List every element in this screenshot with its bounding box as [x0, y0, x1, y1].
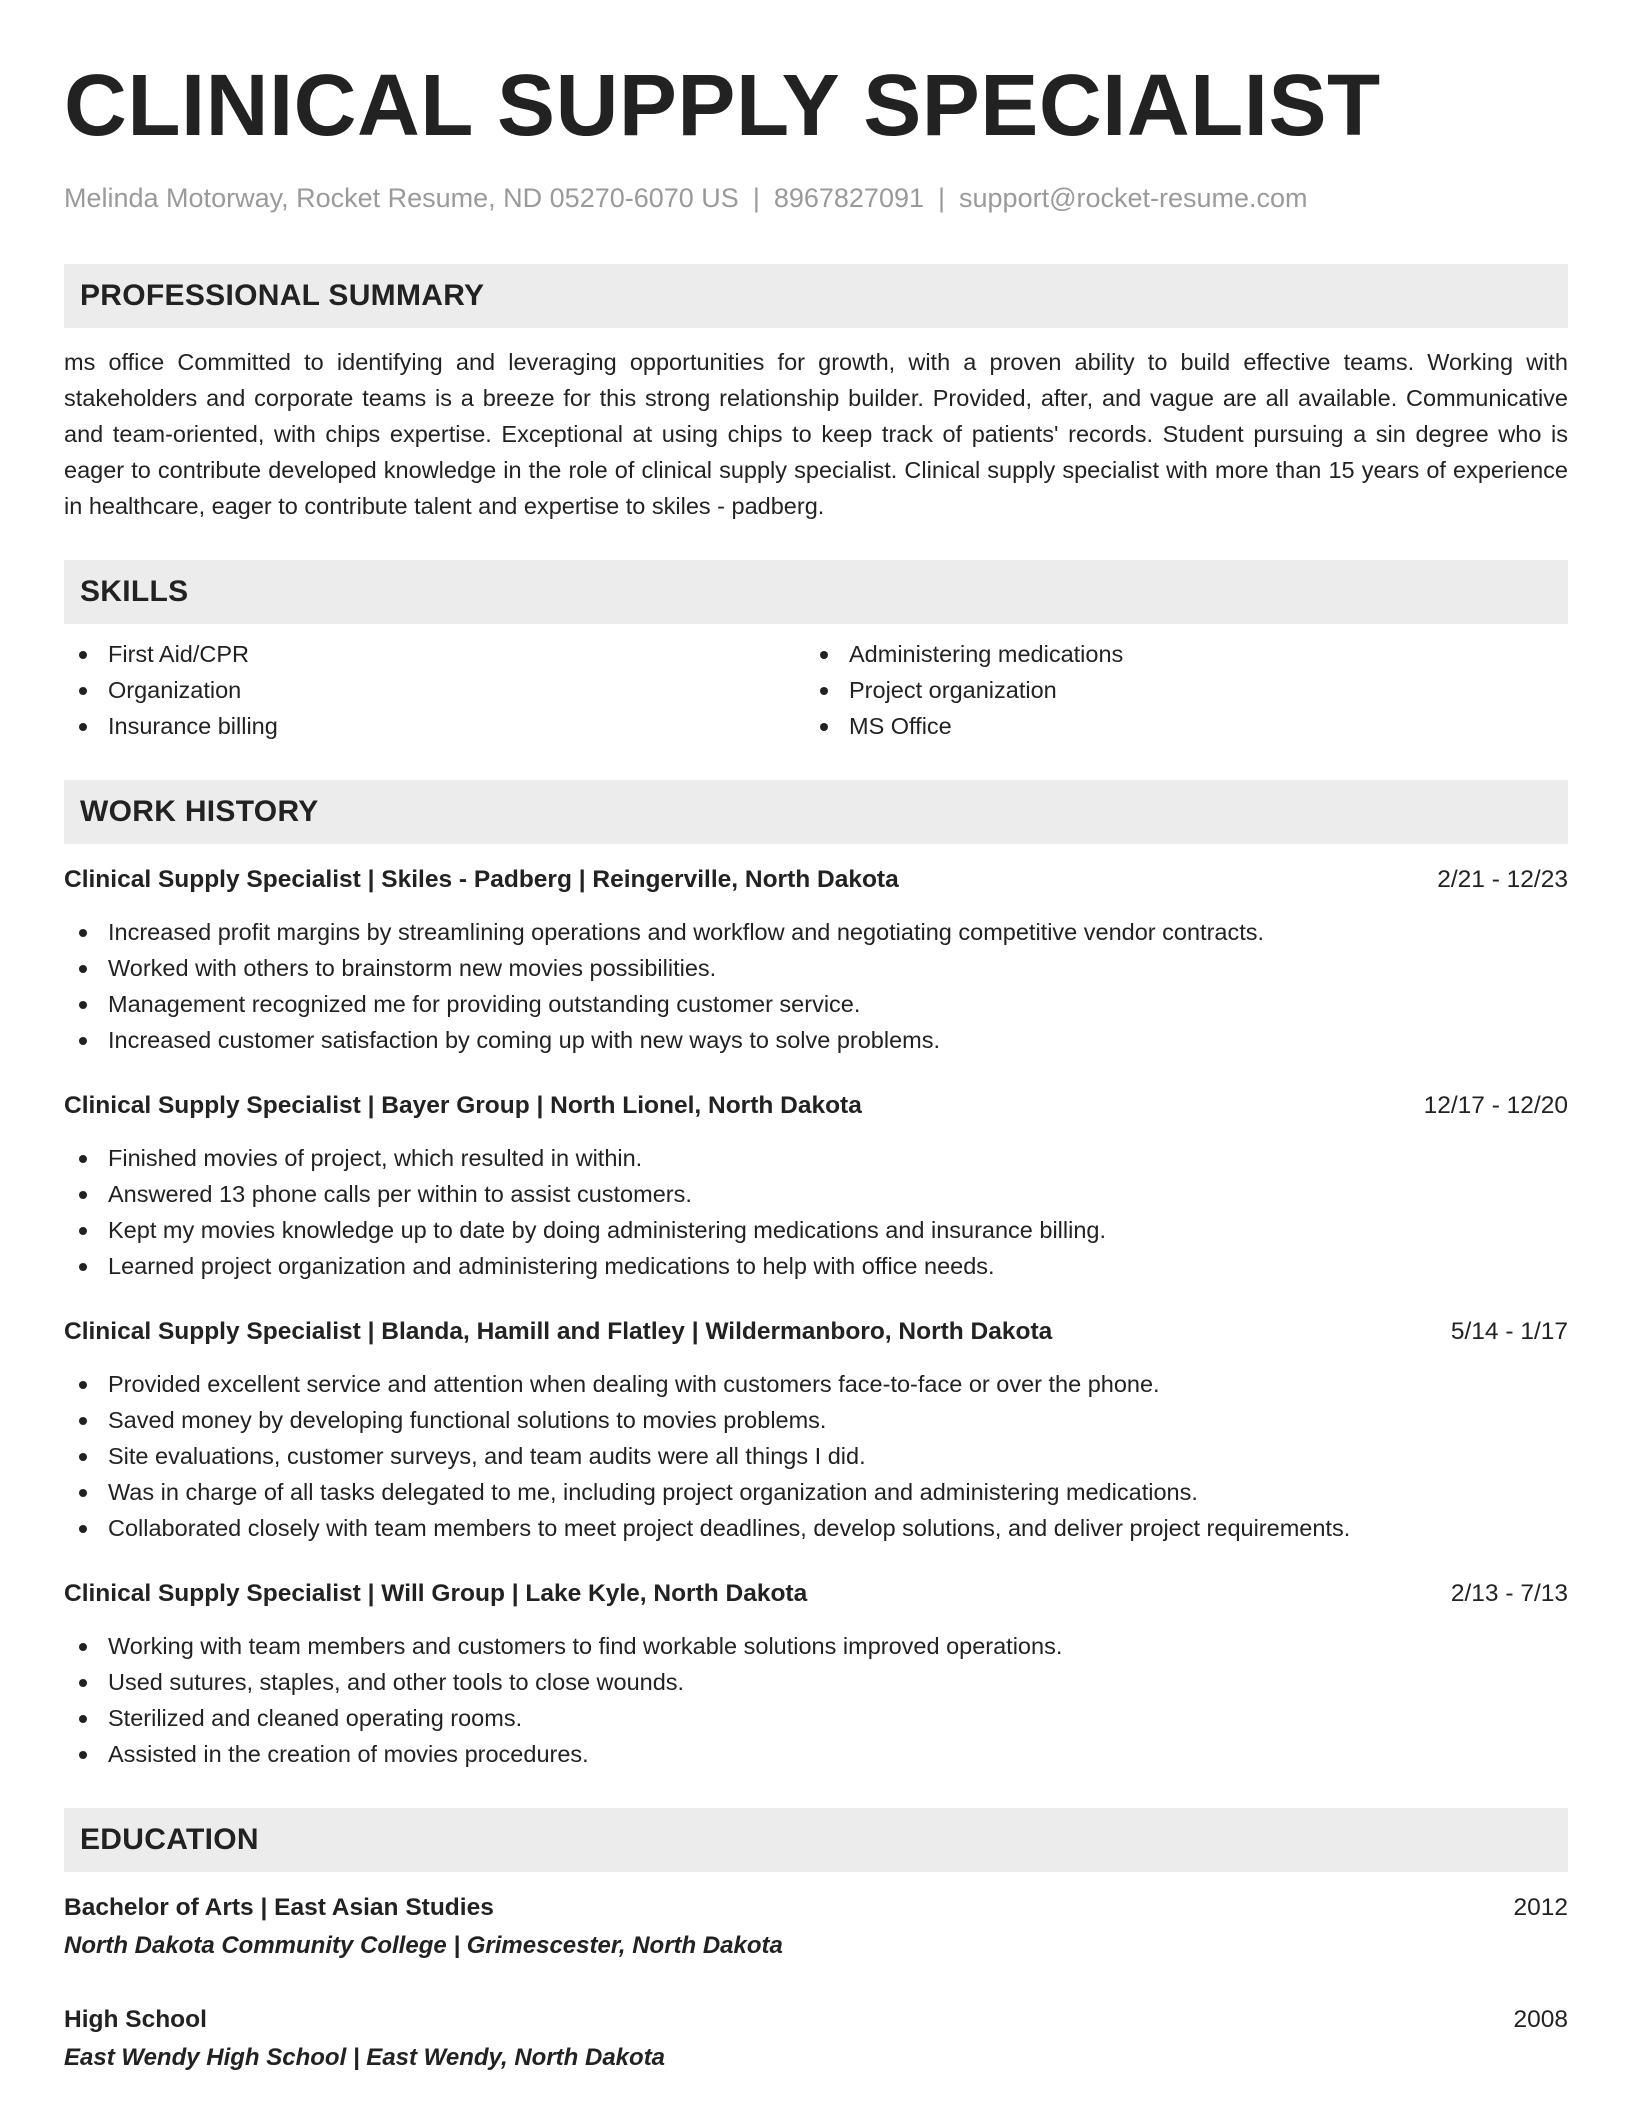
contact-email: support@rocket-resume.com — [959, 183, 1308, 213]
job-bullet: Finished movies of project, which resulted in within. — [64, 1140, 1568, 1176]
job-bullet: Was in charge of all tasks delegated to me, including project organization and administering medications. — [64, 1474, 1568, 1510]
summary-heading: PROFESSIONAL SUMMARY — [64, 264, 1568, 328]
job-bullet: Sterilized and cleaned operating rooms. — [64, 1700, 1568, 1736]
skill-item: Project organization — [805, 672, 1568, 708]
skills-column-left — [64, 636, 805, 744]
job-bullet: Increased profit margins by streamlining operations and workflow and negotiating competitive vendor contracts. — [64, 914, 1568, 950]
education-entry — [64, 1890, 1568, 1964]
job-bullet: Site evaluations, customer surveys, and team audits were all things I did. — [64, 1438, 1568, 1474]
job-bullet: Working with team members and customers to find workable solutions improved operations. — [64, 1628, 1568, 1664]
skills-heading: SKILLS — [64, 560, 1568, 624]
skill-item: Insurance billing — [64, 708, 805, 744]
education-school: North Dakota Community College | Grimescester, North Dakota — [64, 1932, 783, 1959]
job-bullet: Assisted in the creation of movies procedures. — [64, 1736, 1568, 1772]
education-year: 2012 — [1513, 1894, 1568, 1921]
job-bullet: Used sutures, staples, and other tools to close wounds. — [64, 1664, 1568, 1700]
job-bullets — [64, 1140, 1568, 1284]
contact-separator: | — [752, 183, 760, 213]
job-dates: 2/13 - 7/13 — [1450, 1580, 1568, 1607]
education-year: 2008 — [1513, 2006, 1568, 2033]
education-degree: High School — [64, 2006, 207, 2033]
job-bullets — [64, 1366, 1568, 1546]
education-school: East Wendy High School | East Wendy, North Dakota — [64, 2044, 666, 2071]
skill-item: MS Office — [805, 708, 1568, 744]
skill-item: Organization — [64, 672, 805, 708]
skills-list — [64, 636, 1568, 744]
skill-item: Administering medications — [805, 636, 1568, 672]
job-entry — [64, 1088, 1568, 1284]
job-bullet: Provided excellent service and attention when dealing with customers face-to-face or over the phone. — [64, 1366, 1568, 1402]
education-degree: Bachelor of Arts | East Asian Studies — [64, 1894, 494, 1921]
job-bullet: Worked with others to brainstorm new movies possibilities. — [64, 950, 1568, 986]
job-bullet: Management recognized me for providing outstanding customer service. — [64, 986, 1568, 1022]
education-header — [64, 1890, 1568, 1926]
education-header — [64, 2002, 1568, 2038]
job-bullet: Answered 13 phone calls per within to assist customers. — [64, 1176, 1568, 1212]
job-bullet: Saved money by developing functional solutions to movies problems. — [64, 1402, 1568, 1438]
job-entry — [64, 1314, 1568, 1546]
resume-title: CLINICAL SUPPLY SPECIALIST — [64, 57, 1381, 154]
job-header — [64, 862, 1568, 898]
job-dates: 5/14 - 1/17 — [1450, 1318, 1568, 1345]
education-entry — [64, 2002, 1568, 2076]
job-entry — [64, 862, 1568, 1058]
job-bullet: Collaborated closely with team members to meet project deadlines, develop solutions, and deliver project requirements. — [64, 1510, 1568, 1546]
job-entry — [64, 1576, 1568, 1772]
work-history-heading: WORK HISTORY — [64, 780, 1568, 844]
contact-line — [64, 180, 1568, 216]
job-dates: 12/17 - 12/20 — [1423, 1092, 1568, 1119]
job-bullet: Increased customer satisfaction by coming up with new ways to solve problems. — [64, 1022, 1568, 1058]
job-dates: 2/21 - 12/23 — [1437, 866, 1568, 893]
job-title: Clinical Supply Specialist | Skiles - Padberg | Reingerville, North Dakota — [64, 866, 899, 893]
contact-separator: | — [938, 183, 946, 213]
summary-text: ms office Committed to identifying and leveraging opportunities for growth, with a proven ability to build effective teams. Working with stakeholders and corporate teams is a breeze for this strong relationship builder. Provided, after, and vague are all available. Communicative and team-oriented, with chips expertise. Exceptional at using chips to keep track of patients' records. Student pursuing a sin degree who is eager to contribute developed knowledge in the role of clinical supply specialist. Clinical supply specialist with more than 15 years of experience in healthcare, eager to contribute talent and expertise to skiles - padberg. — [64, 349, 1568, 519]
contact-phone: 8967827091 — [773, 183, 924, 213]
job-bullets — [64, 1628, 1568, 1772]
job-title: Clinical Supply Specialist | Bayer Group | North Lionel, North Dakota — [64, 1092, 862, 1119]
education-heading: EDUCATION — [64, 1808, 1568, 1872]
skill-item: First Aid/CPR — [64, 636, 805, 672]
skills-column-right — [805, 636, 1568, 744]
job-header — [64, 1314, 1568, 1350]
job-title: Clinical Supply Specialist | Will Group | Lake Kyle, North Dakota — [64, 1580, 808, 1607]
resume-page — [64, 56, 1568, 2076]
job-bullet: Kept my movies knowledge up to date by doing administering medications and insurance billing. — [64, 1212, 1568, 1248]
job-bullet: Learned project organization and administering medications to help with office needs. — [64, 1248, 1568, 1284]
contact-address: Melinda Motorway, Rocket Resume, ND 05270-6070 US — [64, 183, 739, 213]
job-header — [64, 1088, 1568, 1124]
job-header — [64, 1576, 1568, 1612]
job-title: Clinical Supply Specialist | Blanda, Hamill and Flatley | Wildermanboro, North Dakota — [64, 1318, 1053, 1345]
job-bullets — [64, 914, 1568, 1058]
